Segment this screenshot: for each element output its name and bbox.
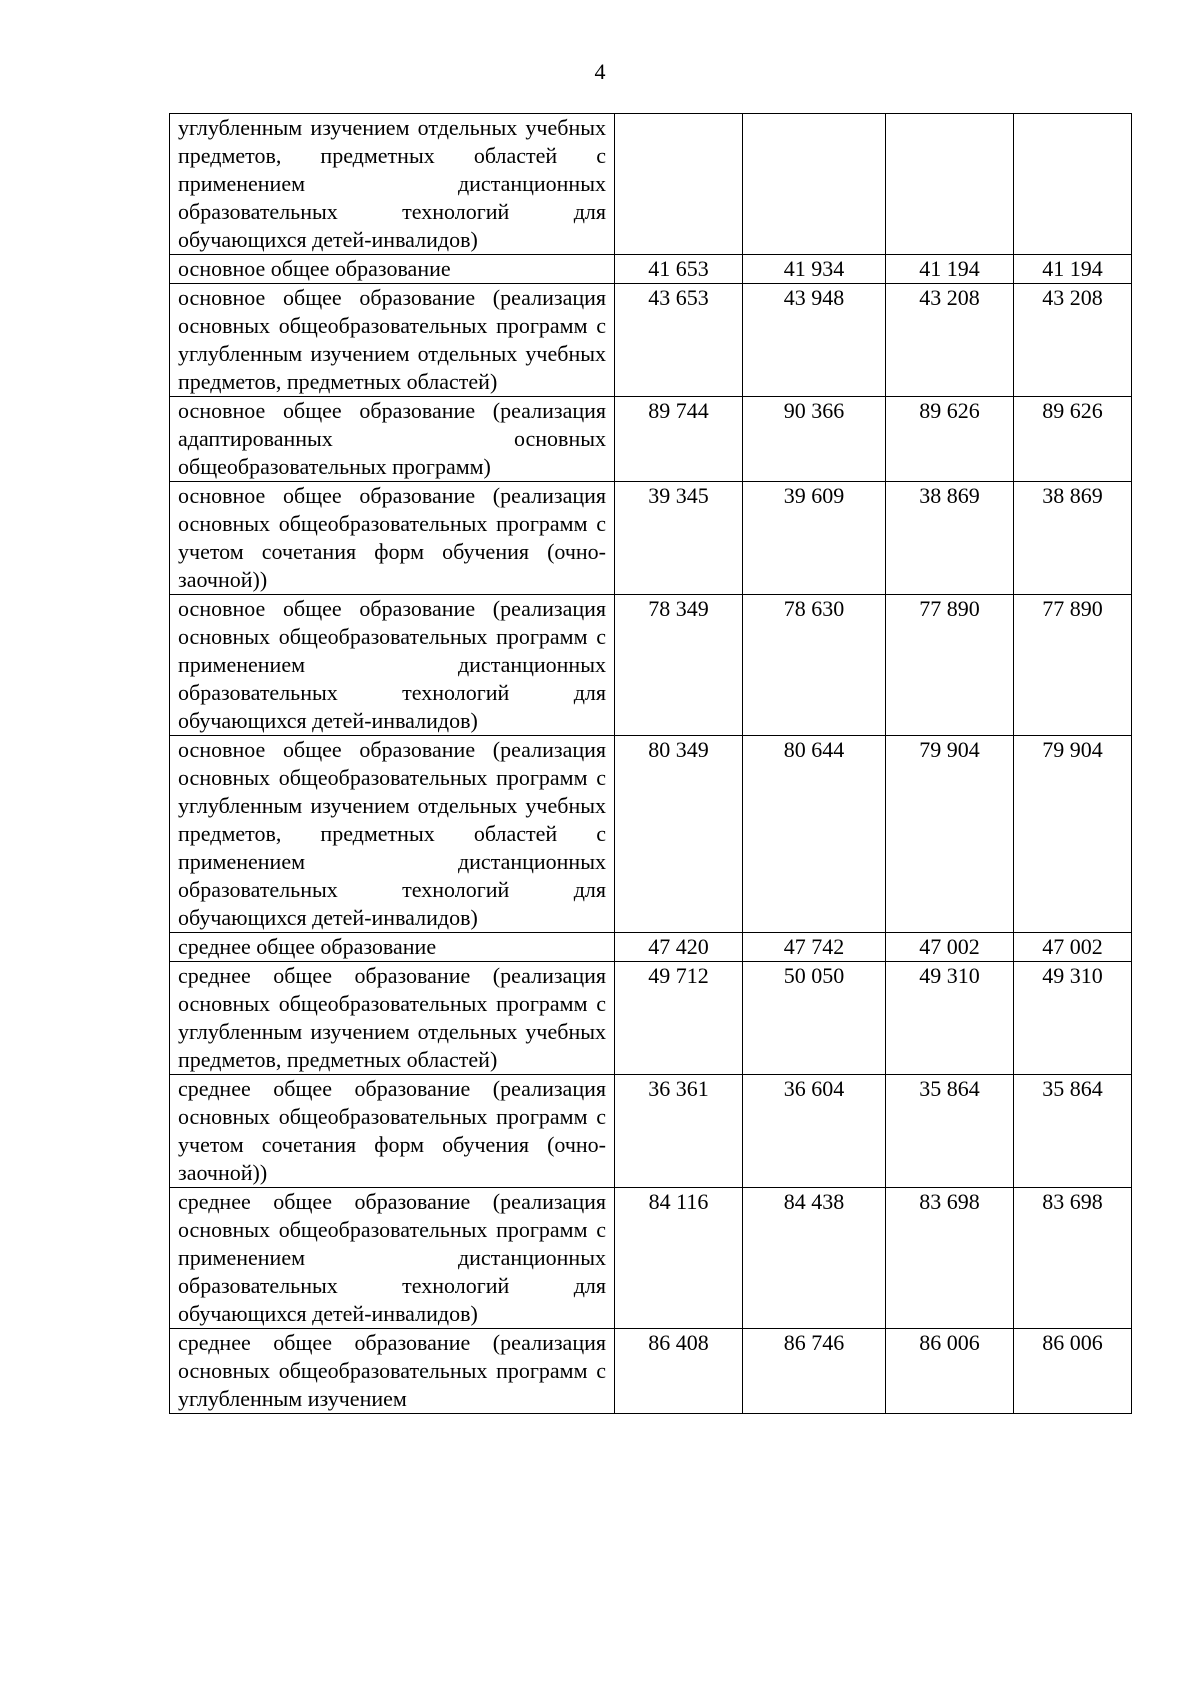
row-description: основное общее образование (реализация основных общеобразовательных программ с учетом сочетания форм обучения (очно-заочной)): [170, 482, 615, 595]
value-cell: 84 116: [615, 1188, 743, 1329]
value-cell: [1014, 114, 1132, 255]
value-cell: 89 626: [1014, 397, 1132, 482]
value-cell: 89 626: [886, 397, 1014, 482]
value-cell: 39 345: [615, 482, 743, 595]
value-cell: 78 630: [743, 595, 886, 736]
table-row: [170, 482, 1132, 595]
value-cell: 49 310: [886, 962, 1014, 1075]
table-row: [170, 933, 1132, 962]
value-cell: 86 408: [615, 1329, 743, 1414]
value-cell: 38 869: [886, 482, 1014, 595]
row-description: среднее общее образование: [170, 933, 615, 962]
value-cell: 84 438: [743, 1188, 886, 1329]
value-cell: 41 934: [743, 255, 886, 284]
table-row: [170, 397, 1132, 482]
value-cell: 43 653: [615, 284, 743, 397]
table-row: [170, 1329, 1132, 1414]
table-row: [170, 284, 1132, 397]
table-row: [170, 255, 1132, 284]
value-cell: 36 361: [615, 1075, 743, 1188]
value-cell: 78 349: [615, 595, 743, 736]
value-cell: 86 006: [886, 1329, 1014, 1414]
value-cell: 43 208: [1014, 284, 1132, 397]
value-cell: 47 002: [886, 933, 1014, 962]
value-cell: 86 746: [743, 1329, 886, 1414]
value-cell: 83 698: [1014, 1188, 1132, 1329]
row-description: основное общее образование (реализация основных общеобразовательных программ с углубленным изучением отдельных учебных предметов, предметных областей): [170, 284, 615, 397]
table-row: [170, 962, 1132, 1075]
value-cell: 41 194: [886, 255, 1014, 284]
table-row: [170, 595, 1132, 736]
value-cell: [615, 114, 743, 255]
table-row: [170, 1075, 1132, 1188]
value-cell: 80 644: [743, 736, 886, 933]
table-row: [170, 1188, 1132, 1329]
row-description: среднее общее образование (реализация основных общеобразовательных программ с углубленным изучением: [170, 1329, 615, 1414]
row-description: углубленным изучением отдельных учебных предметов, предметных областей с применением дистанционных образовательных технологий для обучающихся детей-инвалидов): [170, 114, 615, 255]
cost-table: [169, 113, 1132, 1414]
row-description: основное общее образование (реализация основных общеобразовательных программ с применением дистанционных образовательных технологий для обучающихся детей-инвалидов): [170, 595, 615, 736]
row-description: среднее общее образование (реализация основных общеобразовательных программ с учетом сочетания форм обучения (очно-заочной)): [170, 1075, 615, 1188]
value-cell: 80 349: [615, 736, 743, 933]
row-description: среднее общее образование (реализация основных общеобразовательных программ с применением дистанционных образовательных технологий для обучающихся детей-инвалидов): [170, 1188, 615, 1329]
value-cell: 49 310: [1014, 962, 1132, 1075]
page-number: 4: [594, 59, 606, 84]
table-row: [170, 736, 1132, 933]
value-cell: [743, 114, 886, 255]
table-row: [170, 114, 1132, 255]
value-cell: 50 050: [743, 962, 886, 1075]
value-cell: 47 742: [743, 933, 886, 962]
value-cell: 77 890: [886, 595, 1014, 736]
value-cell: 79 904: [1014, 736, 1132, 933]
row-description: основное общее образование (реализация адаптированных основных общеобразовательных программ): [170, 397, 615, 482]
value-cell: 79 904: [886, 736, 1014, 933]
value-cell: 86 006: [1014, 1329, 1132, 1414]
value-cell: 35 864: [886, 1075, 1014, 1188]
value-cell: [886, 114, 1014, 255]
value-cell: 89 744: [615, 397, 743, 482]
value-cell: 49 712: [615, 962, 743, 1075]
row-description: среднее общее образование (реализация основных общеобразовательных программ с углубленным изучением отдельных учебных предметов, предметных областей): [170, 962, 615, 1075]
value-cell: 38 869: [1014, 482, 1132, 595]
row-description: основное общее образование: [170, 255, 615, 284]
value-cell: 43 948: [743, 284, 886, 397]
value-cell: 77 890: [1014, 595, 1132, 736]
value-cell: 35 864: [1014, 1075, 1132, 1188]
value-cell: 47 420: [615, 933, 743, 962]
value-cell: 83 698: [886, 1188, 1014, 1329]
value-cell: 43 208: [886, 284, 1014, 397]
value-cell: 39 609: [743, 482, 886, 595]
value-cell: 90 366: [743, 397, 886, 482]
value-cell: 36 604: [743, 1075, 886, 1188]
value-cell: 41 653: [615, 255, 743, 284]
value-cell: 41 194: [1014, 255, 1132, 284]
value-cell: 47 002: [1014, 933, 1132, 962]
row-description: основное общее образование (реализация основных общеобразовательных программ с углубленным изучением отдельных учебных предметов, предметных областей с применением дистанционных образовательных технологий для обучающихся детей-инвалидов): [170, 736, 615, 933]
